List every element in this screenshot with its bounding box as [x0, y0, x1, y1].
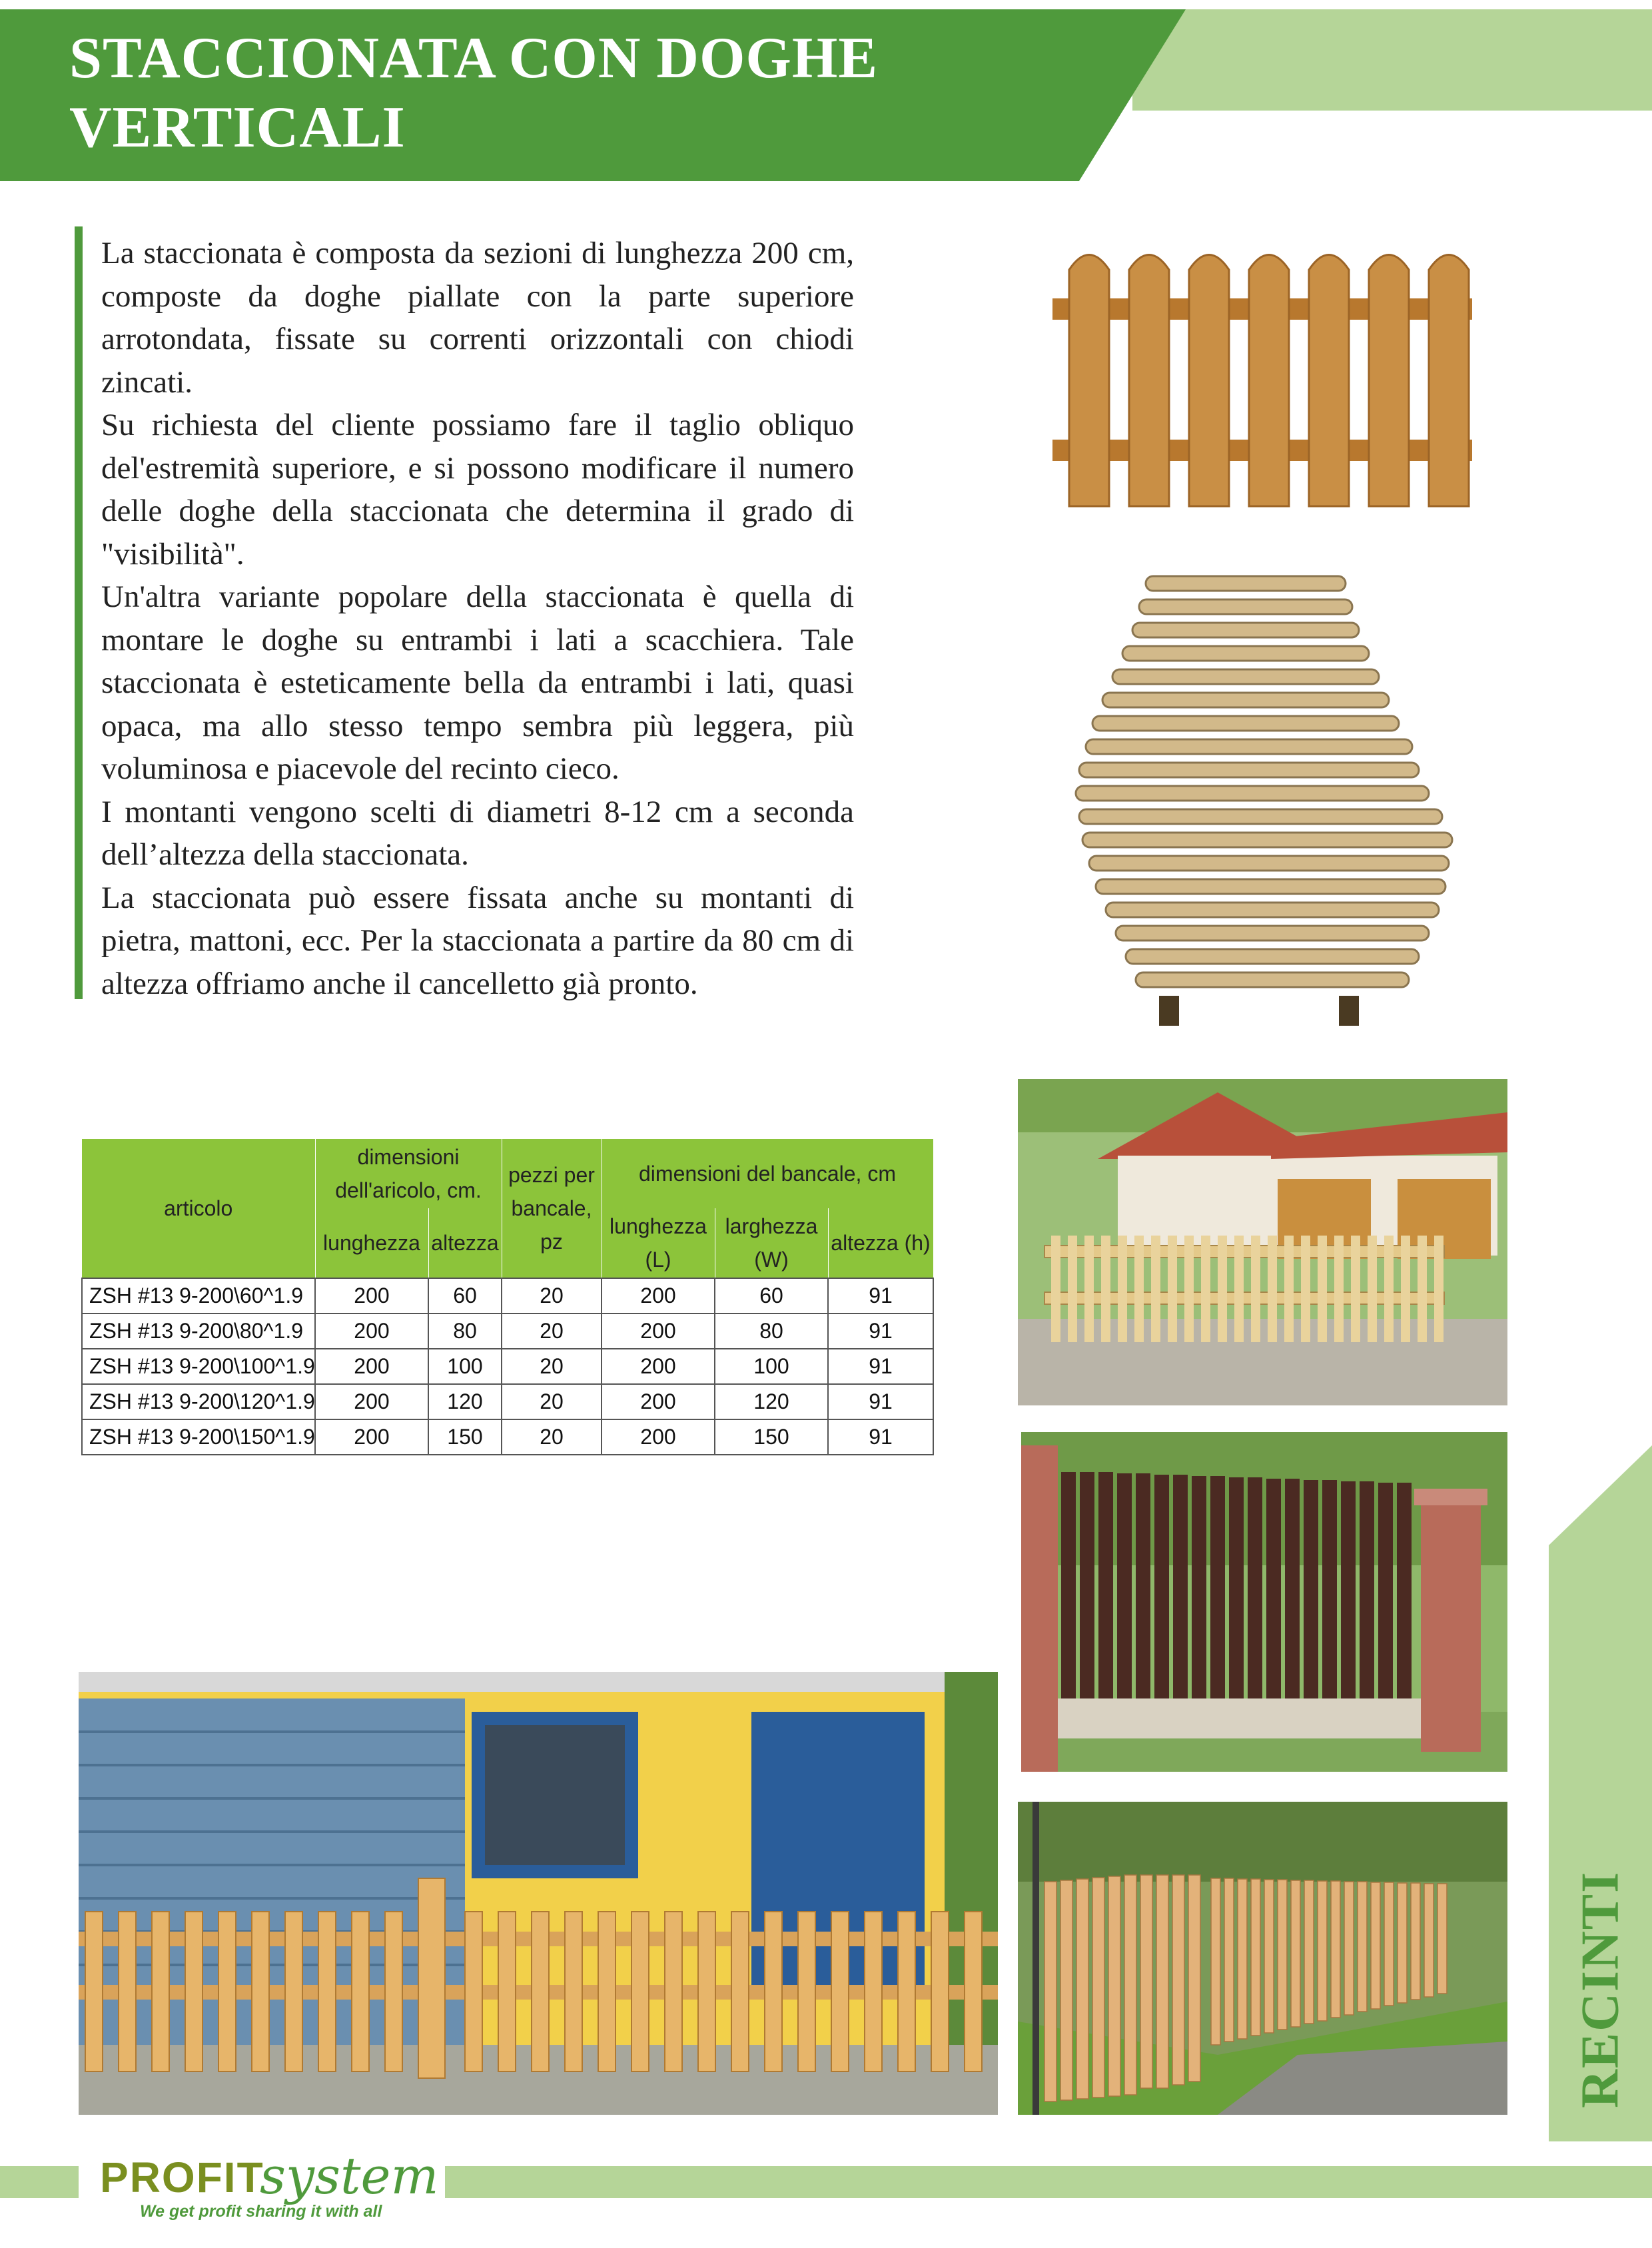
cell: 91 — [828, 1278, 933, 1313]
cell-code: ZSH #13 9-200\120^1.9 — [82, 1384, 315, 1419]
table-row — [82, 1349, 933, 1384]
cell: 200 — [315, 1278, 428, 1313]
paragraph: La staccionata è composta da sezioni di lunghezza 200 cm, composte da doghe piallate con la parte superiore arrotondata, fissate su correnti orizzontali con chiodi zincati. — [101, 236, 854, 400]
cell: 20 — [502, 1278, 602, 1313]
paragraph: Su richiesta del cliente possiamo fare il taglio obliquo del'estremità superiore, e si possono modificare il numero delle doghe della staccionata che determina il grado di "visibilità". — [101, 408, 854, 571]
table-row — [82, 1313, 933, 1349]
header-lunghezza: lunghezza — [315, 1208, 428, 1278]
footer-band-right — [445, 2166, 1652, 2198]
cell: 200 — [602, 1313, 715, 1349]
logo-tagline: We get profit sharing it with all — [140, 2202, 382, 2221]
cell: 91 — [828, 1419, 933, 1455]
cell: 60 — [715, 1278, 828, 1313]
cell: 91 — [828, 1384, 933, 1419]
specification-table — [81, 1139, 934, 1455]
cell: 20 — [502, 1349, 602, 1384]
cell: 100 — [715, 1349, 828, 1384]
header-bancale-altezza: altezza (h) — [828, 1208, 933, 1278]
header-bancale-larghezza: larghezza (W) — [715, 1208, 828, 1278]
cell-code: ZSH #13 9-200\80^1.9 — [82, 1313, 315, 1349]
paragraph: I montanti vengono scelti di diametri 8-12 cm a seconda dell’altezza della staccionata. — [101, 794, 854, 872]
cell: 60 — [428, 1278, 502, 1313]
section-label-text: RECINTI — [1571, 1870, 1629, 2108]
cell: 20 — [502, 1419, 602, 1455]
cell: 91 — [828, 1349, 933, 1384]
footer-band-left — [0, 2166, 79, 2198]
cell: 150 — [715, 1419, 828, 1455]
paragraph: La staccionata può essere fissata anche su montanti di pietra, mattoni, ecc. Per la staccionata a partire da 80 cm di altezza offriamo anche il cancelletto già pronto. — [101, 880, 854, 1001]
cell: 20 — [502, 1384, 602, 1419]
header-dimensioni: dimensioni dell'aricolo, cm. — [315, 1139, 502, 1208]
cell: 200 — [602, 1278, 715, 1313]
cell: 20 — [502, 1313, 602, 1349]
dark-fence-photo — [1021, 1432, 1507, 1772]
yellow-house-fence-photo — [79, 1672, 998, 2115]
cell: 91 — [828, 1313, 933, 1349]
cell-code: ZSH #13 9-200\60^1.9 — [82, 1278, 315, 1313]
fence-stack-photo — [1072, 569, 1472, 1029]
paragraph: Un'altra variante popolare della staccionata è quella di montare le doghe su entrambi i lati a scacchiera. Tale staccionata è esteticamente bella da entrambi i lati, quasi opaca, ma allo stesso tempo sembra più leggera, più voluminosa e piacevole del recinto cieco. — [101, 579, 854, 786]
cell: 80 — [715, 1313, 828, 1349]
table-row — [82, 1384, 933, 1419]
table-row — [82, 1278, 933, 1313]
cell: 80 — [428, 1313, 502, 1349]
page-title: STACCIONATA CON DOGHE VERTICALI — [69, 26, 879, 160]
cell: 200 — [602, 1419, 715, 1455]
garden-gate-photo — [1018, 1802, 1507, 2115]
cell-code: ZSH #13 9-200\150^1.9 — [82, 1419, 315, 1455]
section-label — [1549, 1452, 1652, 2135]
header-bancale: dimensioni del bancale, cm — [602, 1139, 933, 1208]
cell: 200 — [315, 1419, 428, 1455]
cell: 150 — [428, 1419, 502, 1455]
logo-system-text: system — [260, 2146, 439, 2205]
company-logo — [93, 2146, 440, 2226]
fence-section-photo — [1052, 240, 1472, 513]
table-row — [82, 1419, 933, 1455]
cell: 200 — [315, 1349, 428, 1384]
cell: 200 — [602, 1349, 715, 1384]
header-pezzi: pezzi per bancale, pz — [502, 1139, 602, 1278]
cell-code: ZSH #13 9-200\100^1.9 — [82, 1349, 315, 1384]
header-altezza: altezza — [428, 1208, 502, 1278]
text-accent-bar — [75, 226, 83, 999]
cell: 120 — [428, 1384, 502, 1419]
cell: 200 — [602, 1384, 715, 1419]
cell: 120 — [715, 1384, 828, 1419]
cell: 200 — [315, 1313, 428, 1349]
header-bancale-lunghezza: lunghezza (L) — [602, 1208, 715, 1278]
cell: 200 — [315, 1384, 428, 1419]
description-text — [101, 232, 854, 1005]
logo-profit-text: PROFIT — [100, 2153, 264, 2201]
cell: 100 — [428, 1349, 502, 1384]
header-band-light — [1132, 9, 1652, 111]
table-body — [82, 1278, 933, 1455]
header-articolo: articolo — [82, 1139, 315, 1278]
house-fence-photo — [1018, 1079, 1507, 1405]
